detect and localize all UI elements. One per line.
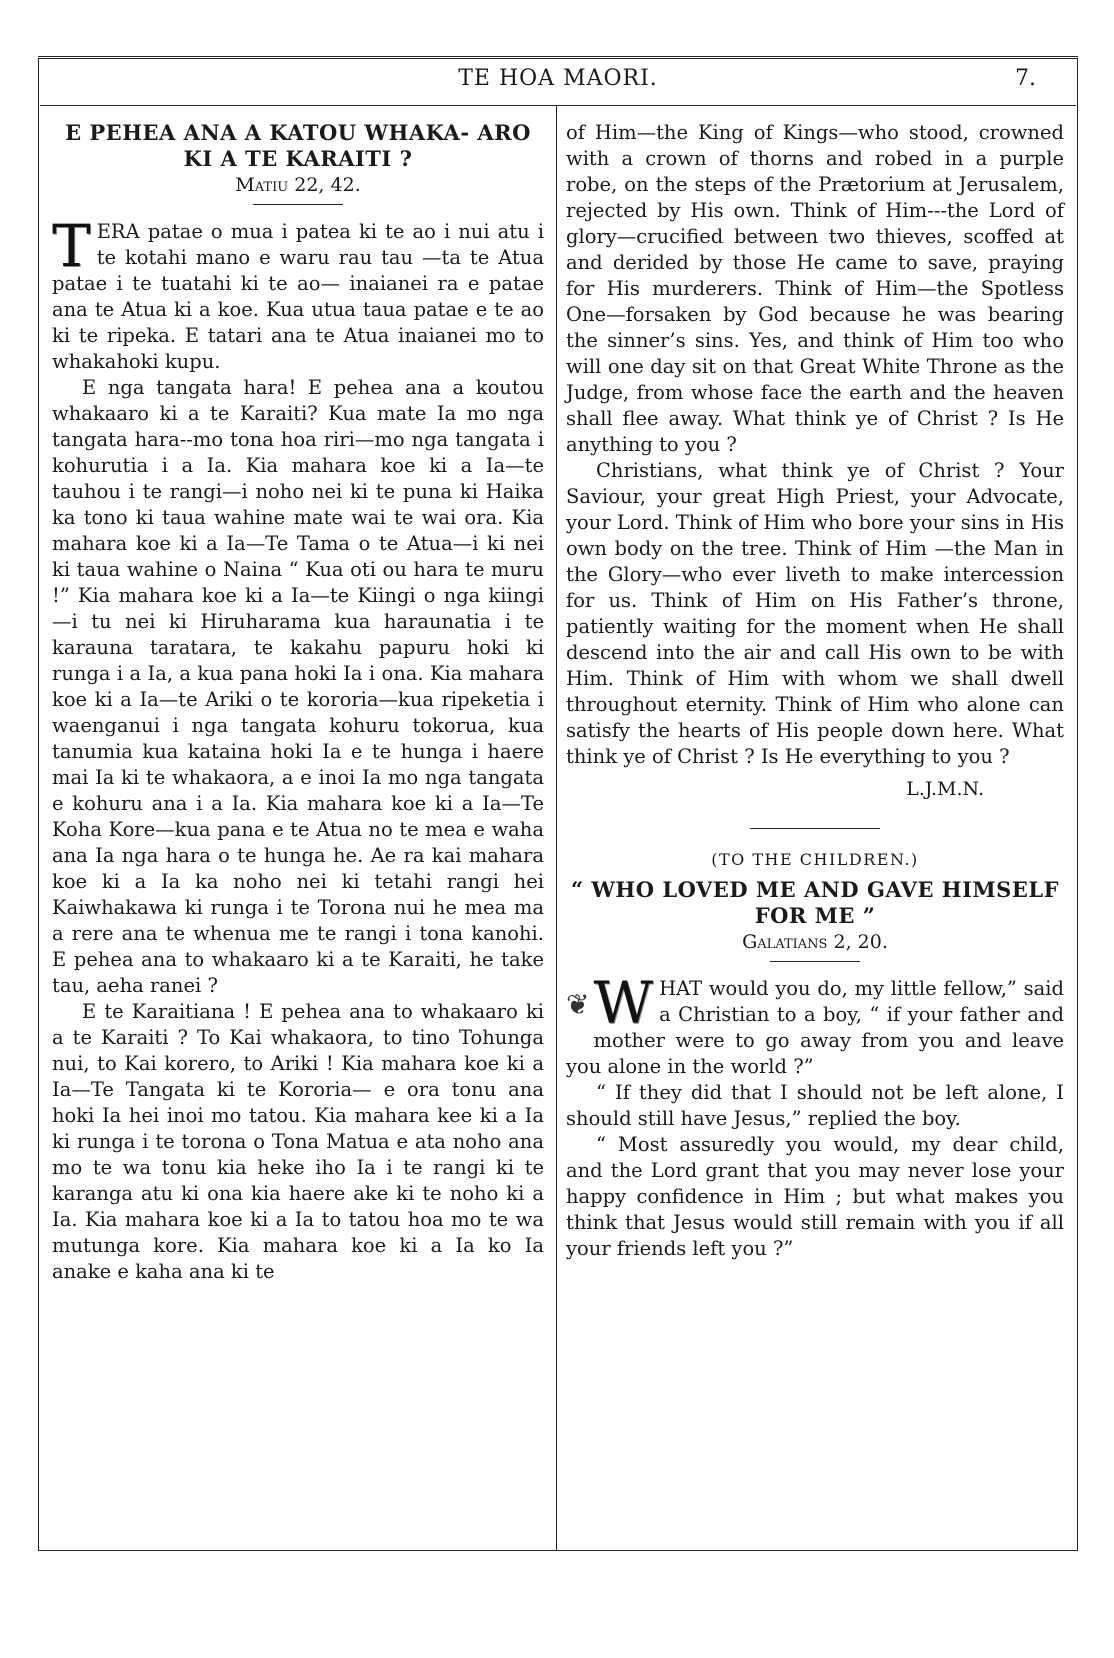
scripture-reference: Matiu 22, 42. [235,174,361,196]
dropcap-letter-2: W [593,969,654,1037]
right-column [566,120,1064,1262]
paragraph-1 [52,212,544,375]
section-rule [750,828,880,829]
article-heading-english: “ WHO LOVED ME AND GAVE HIMSELF FOR ME ” [570,877,1060,928]
short-rule [253,204,343,205]
page-header [40,60,1076,106]
article-heading-maori: E PEHEA ANA A KATOU WHAKA- ARO KI A TE KARAITI ? [65,120,531,171]
column-divider [556,106,557,1550]
paragraph-story-2: “ If they did that I should not be left alone, I should still have Jesus,” replied the boy. [566,1081,1064,1130]
paragraph-3: E te Karaitiana ! E pehea ana to whakaaro ki a te Karaiti ? To Kai whakaora, to tino Tohunga nui, to Kai korero, to Ariki ! Kia mahara koe ki a Ia—Te Tangata ki te Kororia— e ora tonu ana hoki Ia hei inoi mo tatou. Kia mahara kee ki a Ia ki runga i te torona o Tona Matua e ata noho ana mo te wa tonu kia heke iho Ia i te rangi ki te karanga atu ki ona kia haere ake ki te noho ki a Ia. Kia mahara koe ki a Ia to tatou hoa mo te wa mutunga kore. Kia mahara koe ki a Ia ko Ia anake e kaha ana ki te [52,1000,544,1283]
left-column [52,120,544,1285]
paragraph-story-1-text: HAT would you do, my little fellow,” said a Christian to a boy, “ if your father and mother were to go away from you and leave you alone in the world ?” [566,977,1064,1078]
page-number: 7. [1015,66,1036,91]
short-rule-2 [770,961,860,962]
top-rule [38,56,1078,57]
author-signature: L.J.M.N. [906,778,984,800]
paragraph-christians: Christians, what think ye of Christ ? Your Saviour, your great High Priest, your Advocate, your Lord. Think of Him who bore your sins in His own body on the tree. Think of Him —the Man in the Glory—who ever liveth to make intercession for us. Think of Him on His Father’s throne, patiently waiting for the moment when He shall descend into the air and call His own to be with Him. Think of Him with whom we shall dwell throughout eternity. Think of Him who alone can satisfy the hearts of His people down here. What think ye of Christ ? Is He everything to you ? [566,459,1064,768]
dropcap-letter: T [52,212,91,280]
paragraph-story-1 [566,969,1064,1080]
paragraph-2: E nga tangata hara! E pehea ana a koutou whakaaro ki a te Karaiti? Kua mate Ia mo nga tangata hara--mo tona hoa riri—mo nga tangata i kohurutia i a Ia. Kia mahara koe ki a Ia—te tauhou i te rangi—i noho nei ki te puna ki Haika ka tono ki taua wahine mate wai te wai ora. Kia mahara koe ki a Ia—Te Tama o te Atua—i ki nei ki taua wahine o Naina “ Kua oti ou hara te muru !” Kia mahara koe ki a Ia—te Kiingi o nga kiingi—i tu nei ki Hiruharama kua haraunatia i te karauna taratara, te kakahu papuru hoki ki runga i a Ia, a kua pana hoki Ia i ona. Kia mahara koe ki a Ia—te Ariki o te kororia—kua ripeketia i waenganui i nga tangata kohuru tokorua, kua tanumia kua kataina hoki Ia e te hunga i haere mai Ia ki te whakaora, a e inoi Ia mo nga tangata e kohuru ana i a Ia. Kia mahara koe ki a Ia—Te Koha Kore—kua pana e te Atua no te mea e waha ana Ia nga hara o te hunga he. Ae ra kai mahara koe ki a Ia ka noho nei ki tetahi rangi hei Kaiwhakawa ki runga i te Torona nui he mea ma a rere ana te whenua me te rangi i tona kanohi. E pehea ana to whakaaro ki a te Karaiti, he take tau, aeha ranei ? [52,376,544,997]
newspaper-title: TE HOA MAORI. [458,66,658,91]
paragraph-story-3: “ Most assuredly you would, my dear child, and the Lord grant that you may never lose your happy confidence in Him ; but what makes you think that Jesus would still remain with you if all your friends left you ?” [566,1133,1064,1260]
paragraph-continued: of Him—the King of Kings—who stood, crowned with a crown of thorns and robed in a purple robe, on the steps of the Prætorium at Jerusalem, rejected by His own. Think of Him---the Lord of glory—crucified between two thieves, scoffed at and derided by those He came to save, praying for His murderers. Think of Him—the Spotless One—forsaken by God because he was bearing the sinner’s sins. Yes, and think of Him too who will one day sit on that Great White Throne as the Judge, from whose face the earth and the heaven shall flee away. What think ye of Christ ? Is He anything to you ? [566,121,1064,456]
floral-ornament-icon: ❦ [566,988,590,1021]
paragraph-1-text: ERA patae o mua i patea ki te ao i nui atu i te kotahi mano e waru rau tau —ta te Atua patae i te tuatahi ki te ao— inaianei ra e patae ana te Atua ki a koe. Kua utua taua patae e te ao ki te ripeka. E tatari ana te Atua inaianei mo to whakahoki kupu. [52,220,544,373]
scripture-reference-2: Galatians 2, 20. [742,931,888,953]
section-subhead: (TO THE CHILDREN.) [711,850,919,869]
